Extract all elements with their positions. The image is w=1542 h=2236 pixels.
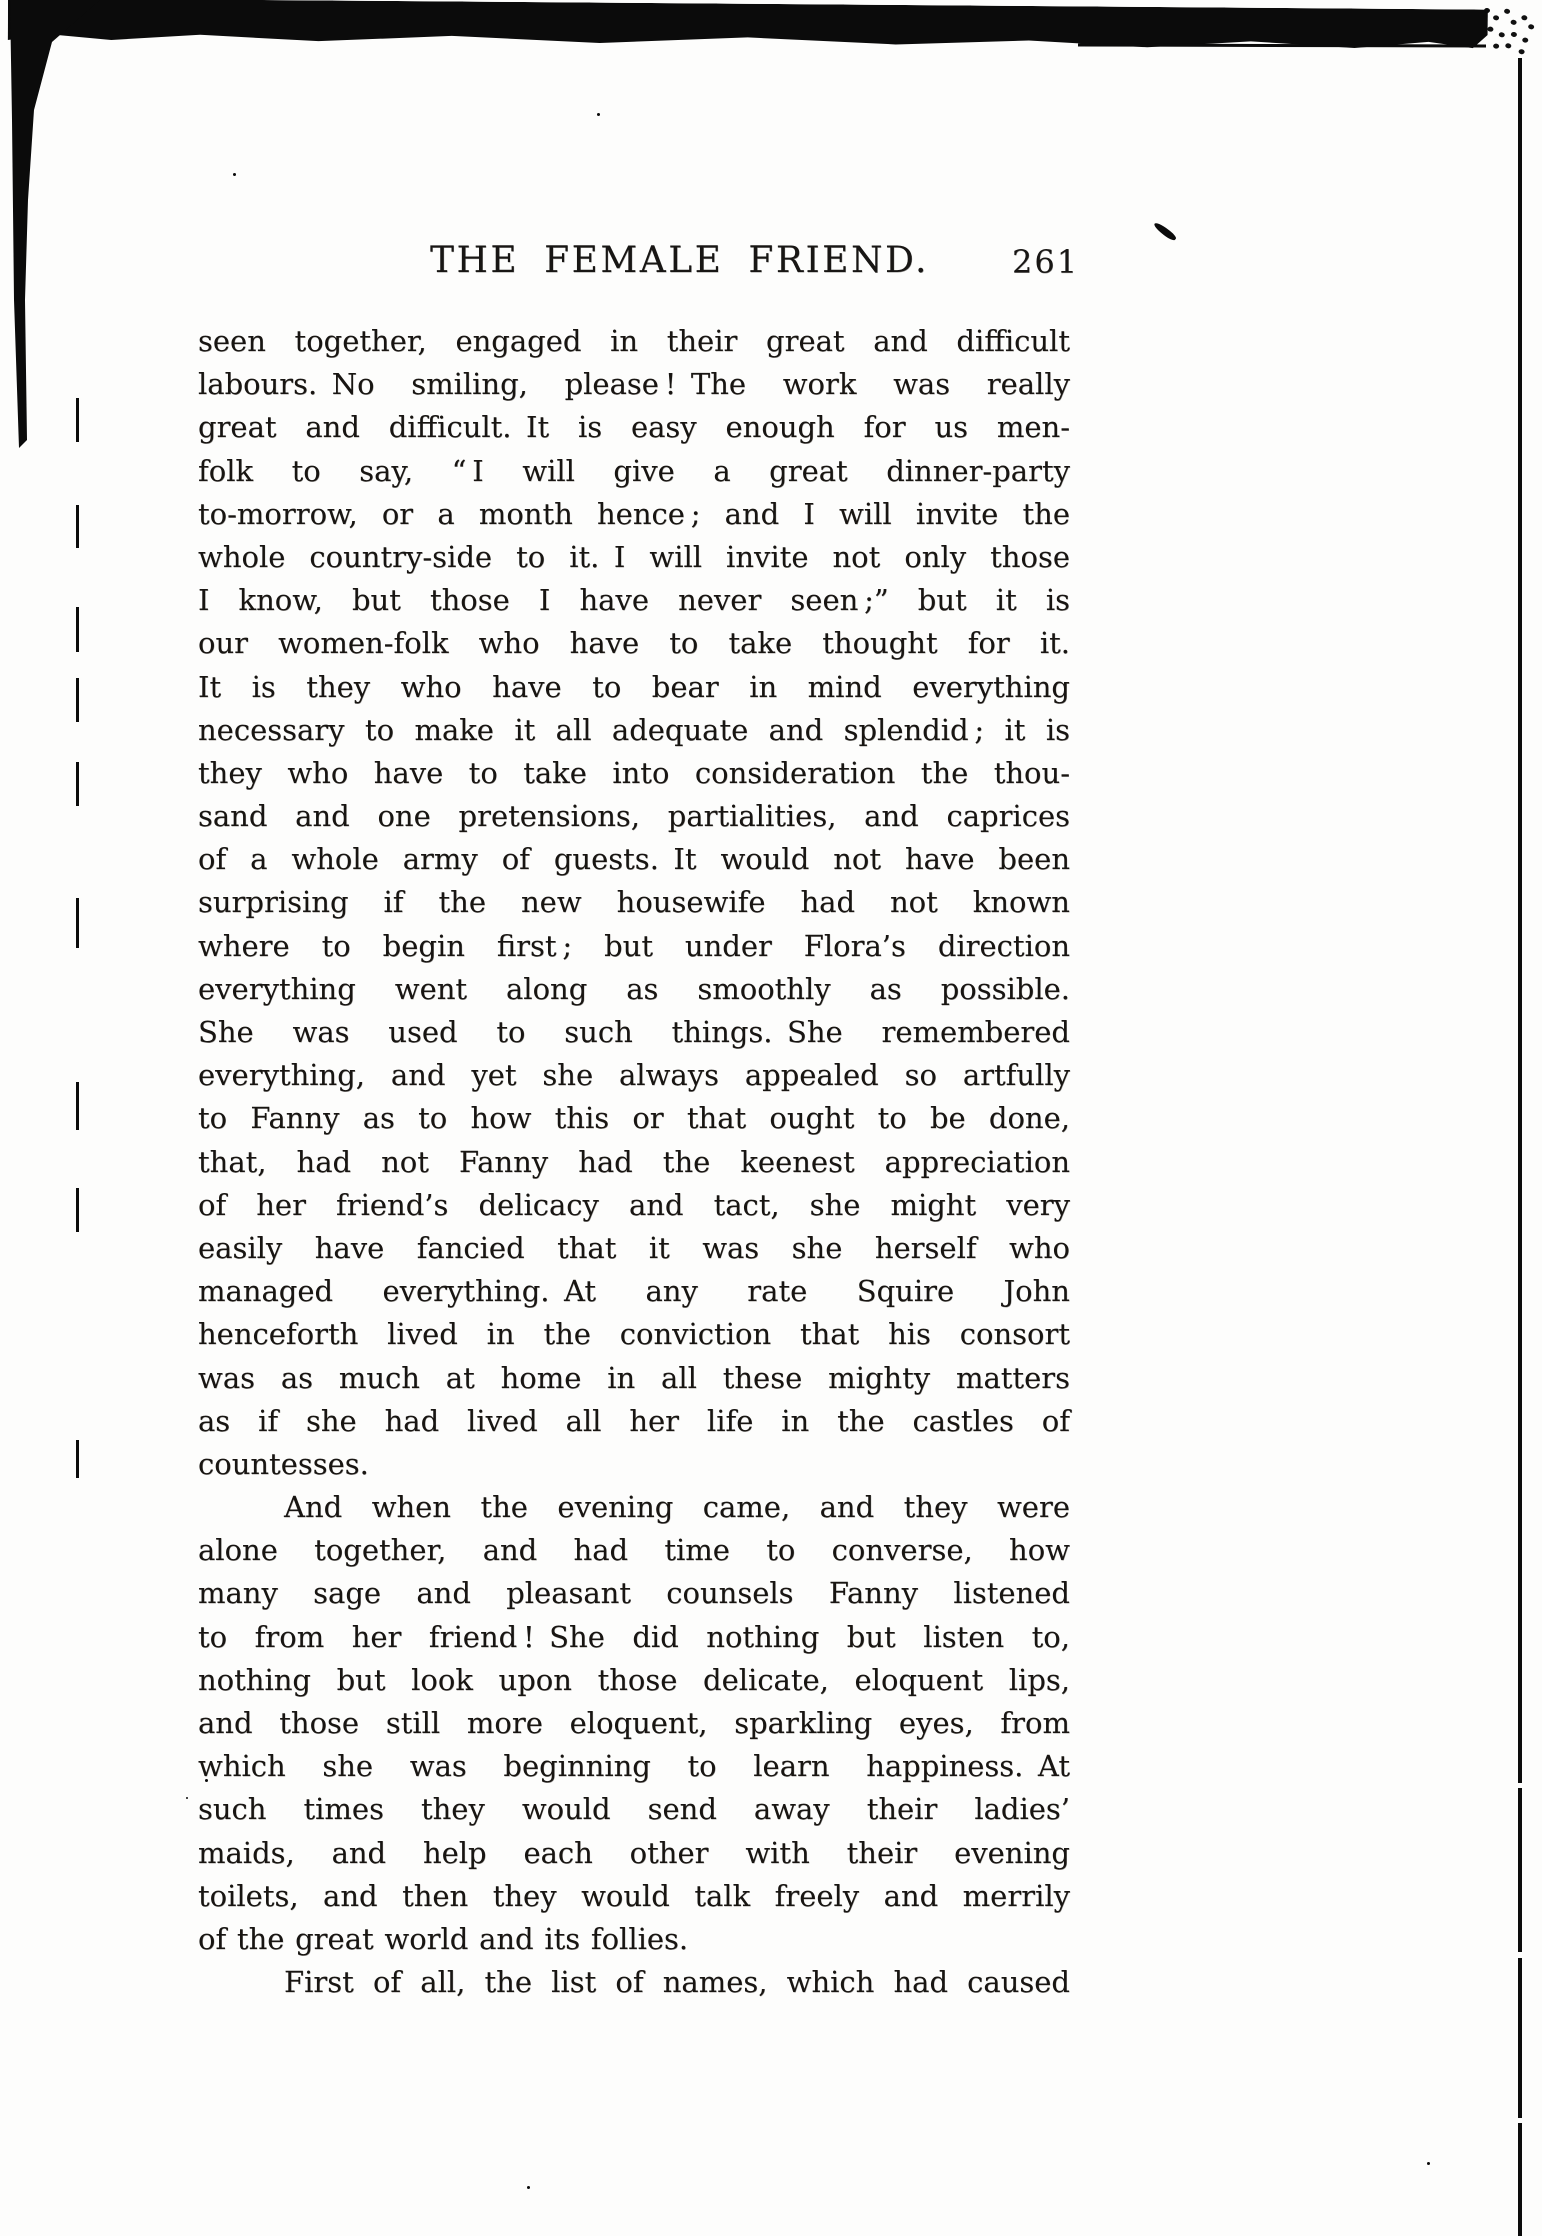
text-line: whole country-side to it. I will invite not only those: [198, 539, 1070, 574]
scan-speck-artifact: [1427, 2162, 1430, 2165]
scan-right-edge-gap: [1517, 1952, 1523, 1958]
scan-left-dash-artifact: [76, 1082, 79, 1130]
text-line: easily have fancied that it was she herself who: [198, 1230, 1070, 1265]
scan-speck-artifact: [233, 173, 236, 176]
text-line: was as much at home in all these mighty matters: [198, 1360, 1070, 1395]
text-line: they who have to take into consideration the thou-: [198, 755, 1070, 790]
text-line: to Fanny as to how this or that ought to be done,: [198, 1101, 1070, 1136]
text-line: to from her friend ! She did nothing but listen to,: [198, 1619, 1070, 1654]
text-line: of a whole army of guests. It would not have been: [198, 842, 1070, 877]
scan-right-edge-artifact: [1518, 58, 1522, 2236]
text-line: maids, and help each other with their evening: [198, 1835, 1070, 1870]
text-line: which she was beginning to learn happiness. At: [198, 1749, 1070, 1784]
scan-left-edge-artifact: [0, 0, 110, 460]
text-line: such times they would send away their ladies’: [198, 1792, 1070, 1827]
text-line: seen together, engaged in their great and difficult: [198, 324, 1070, 358]
scan-top-line-artifact: [1078, 43, 1486, 47]
text-line: surprising if the new housewife had not known: [198, 885, 1070, 920]
text-line: great and difficult. It is easy enough for us men-: [198, 410, 1070, 445]
scan-left-dash-artifact: [76, 398, 79, 442]
scan-tick-mark-artifact: [1153, 221, 1178, 243]
text-line: that, had not Fanny had the keenest appreciation: [198, 1144, 1070, 1179]
scan-left-dash-artifact: [76, 607, 79, 652]
text-line: It is they who have to bear in mind everything: [198, 669, 1070, 704]
text-line: sand and one pretensions, partialities, and caprices: [198, 799, 1070, 834]
scan-left-dash-artifact: [76, 1188, 79, 1232]
text-line: toilets, and then they would talk freely and merrily: [198, 1878, 1070, 1913]
text-line: everything, and yet she always appealed so artfully: [198, 1058, 1070, 1093]
text-line: of the great world and its follies.: [198, 1921, 689, 1956]
scan-left-dash-artifact: [76, 678, 79, 722]
text-line: of her friend’s delicacy and tact, she might very: [198, 1187, 1070, 1222]
text-line: many sage and pleasant counsels Fanny listened: [198, 1576, 1070, 1611]
scan-right-edge-gap: [1517, 1783, 1523, 1788]
text-line: First of all, the list of names, which had caused: [284, 1965, 1070, 2000]
text-line: to-morrow, or a month hence ; and I will invite the: [198, 496, 1070, 531]
text-line: labours. No smiling, please ! The work was really: [198, 367, 1070, 402]
scan-left-dash-artifact: [76, 1440, 79, 1478]
page-text: [198, 320, 1070, 2004]
scan-speck-artifact: [597, 113, 600, 116]
text-line: And when the evening came, and they were: [284, 1490, 1070, 1525]
text-line: managed everything. At any rate Squire John: [198, 1274, 1070, 1309]
running-title: THE FEMALE FRIEND.: [430, 240, 929, 281]
text-line: folk to say, “ I will give a great dinner-party: [198, 453, 1070, 488]
text-line: our women-folk who have to take thought for it.: [198, 626, 1070, 661]
text-line: henceforth lived in the conviction that his consort: [198, 1317, 1070, 1352]
scan-speck-artifact: [186, 1797, 188, 1799]
text-line: countesses.: [198, 1446, 369, 1481]
scan-left-dash-artifact: [76, 505, 79, 548]
scan-left-dash-artifact: [76, 898, 79, 948]
scan-right-edge-gap: [1517, 2118, 1523, 2123]
scan-speck-artifact: [527, 2186, 530, 2189]
text-line: everything went along as smoothly as possible.: [198, 971, 1070, 1006]
scan-left-dash-artifact: [76, 762, 79, 806]
text-line: necessary to make it all adequate and splendid ; it is: [198, 712, 1070, 747]
text-line: She was used to such things. She remembered: [198, 1015, 1070, 1049]
text-line: alone together, and had time to converse, how: [198, 1533, 1070, 1568]
text-line: where to begin first ; but under Flora’s direction: [198, 928, 1070, 963]
text-line: I know, but those I have never seen ;” but it is: [198, 583, 1070, 618]
text-line: and those still more eloquent, sparkling eyes, from: [198, 1706, 1070, 1740]
page-number: 261: [1012, 243, 1080, 281]
text-line: nothing but look upon those delicate, eloquent lips,: [198, 1662, 1070, 1697]
scan-corner-speckle-artifact: [1484, 8, 1491, 14]
text-line: as if she had lived all her life in the castles of: [198, 1403, 1070, 1438]
